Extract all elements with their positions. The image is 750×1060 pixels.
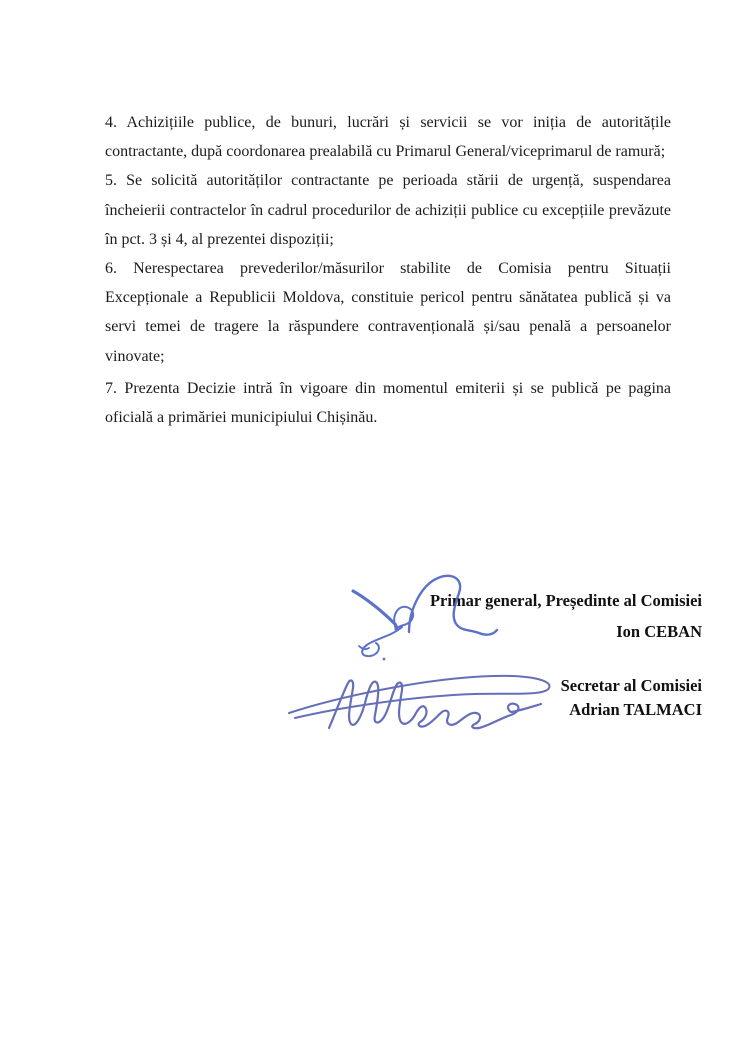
paragraph-4: 4. Achizițiile publice, de bunuri, lucrări și servicii se vor iniția de autoritățile contractante, după coordonarea prealabilă cu Primarul General/viceprimarul de ramură; [105,114,671,161]
signature-block-secretar [561,677,702,718]
signature-block-primar-general [430,592,702,640]
signature-title-primar: Primar general, Președinte al Comisiei [429,591,702,610]
signature-title-secretar: Secretar al Comisiei [560,676,702,695]
decision-paragraphs [105,108,671,432]
paragraph-6: 6. Nerespectarea prevederilor/măsurilor stabilite de Comisia pentru Situații Excepționale a Republicii Moldova, constituie pericol pentru sănătatea publică și va servi temei de tragere la răspundere contravențională și/sau penală a persoanelor vinovate; [105,260,671,365]
paragraph-7: 7. Prezenta Decizie intră în vigoare din momentul emiterii și se publică pe pagina oficială a primăriei municipiului Chișinău. [105,379,671,427]
signature-name-talmaci: Adrian TALMACI [569,700,702,719]
talmaci-signature-ink [283,666,563,738]
signature-name-ceban: Ion CEBAN [616,622,702,641]
paragraph-5: 5. Se solicită autorităților contractante pe perioada stării de urgență, suspendarea încheierii contractelor în cadrul procedurilor de achiziții publice cu excepțiile prevăzute în pct. 3 și 4, al prezentei dispoziții; [105,172,671,248]
